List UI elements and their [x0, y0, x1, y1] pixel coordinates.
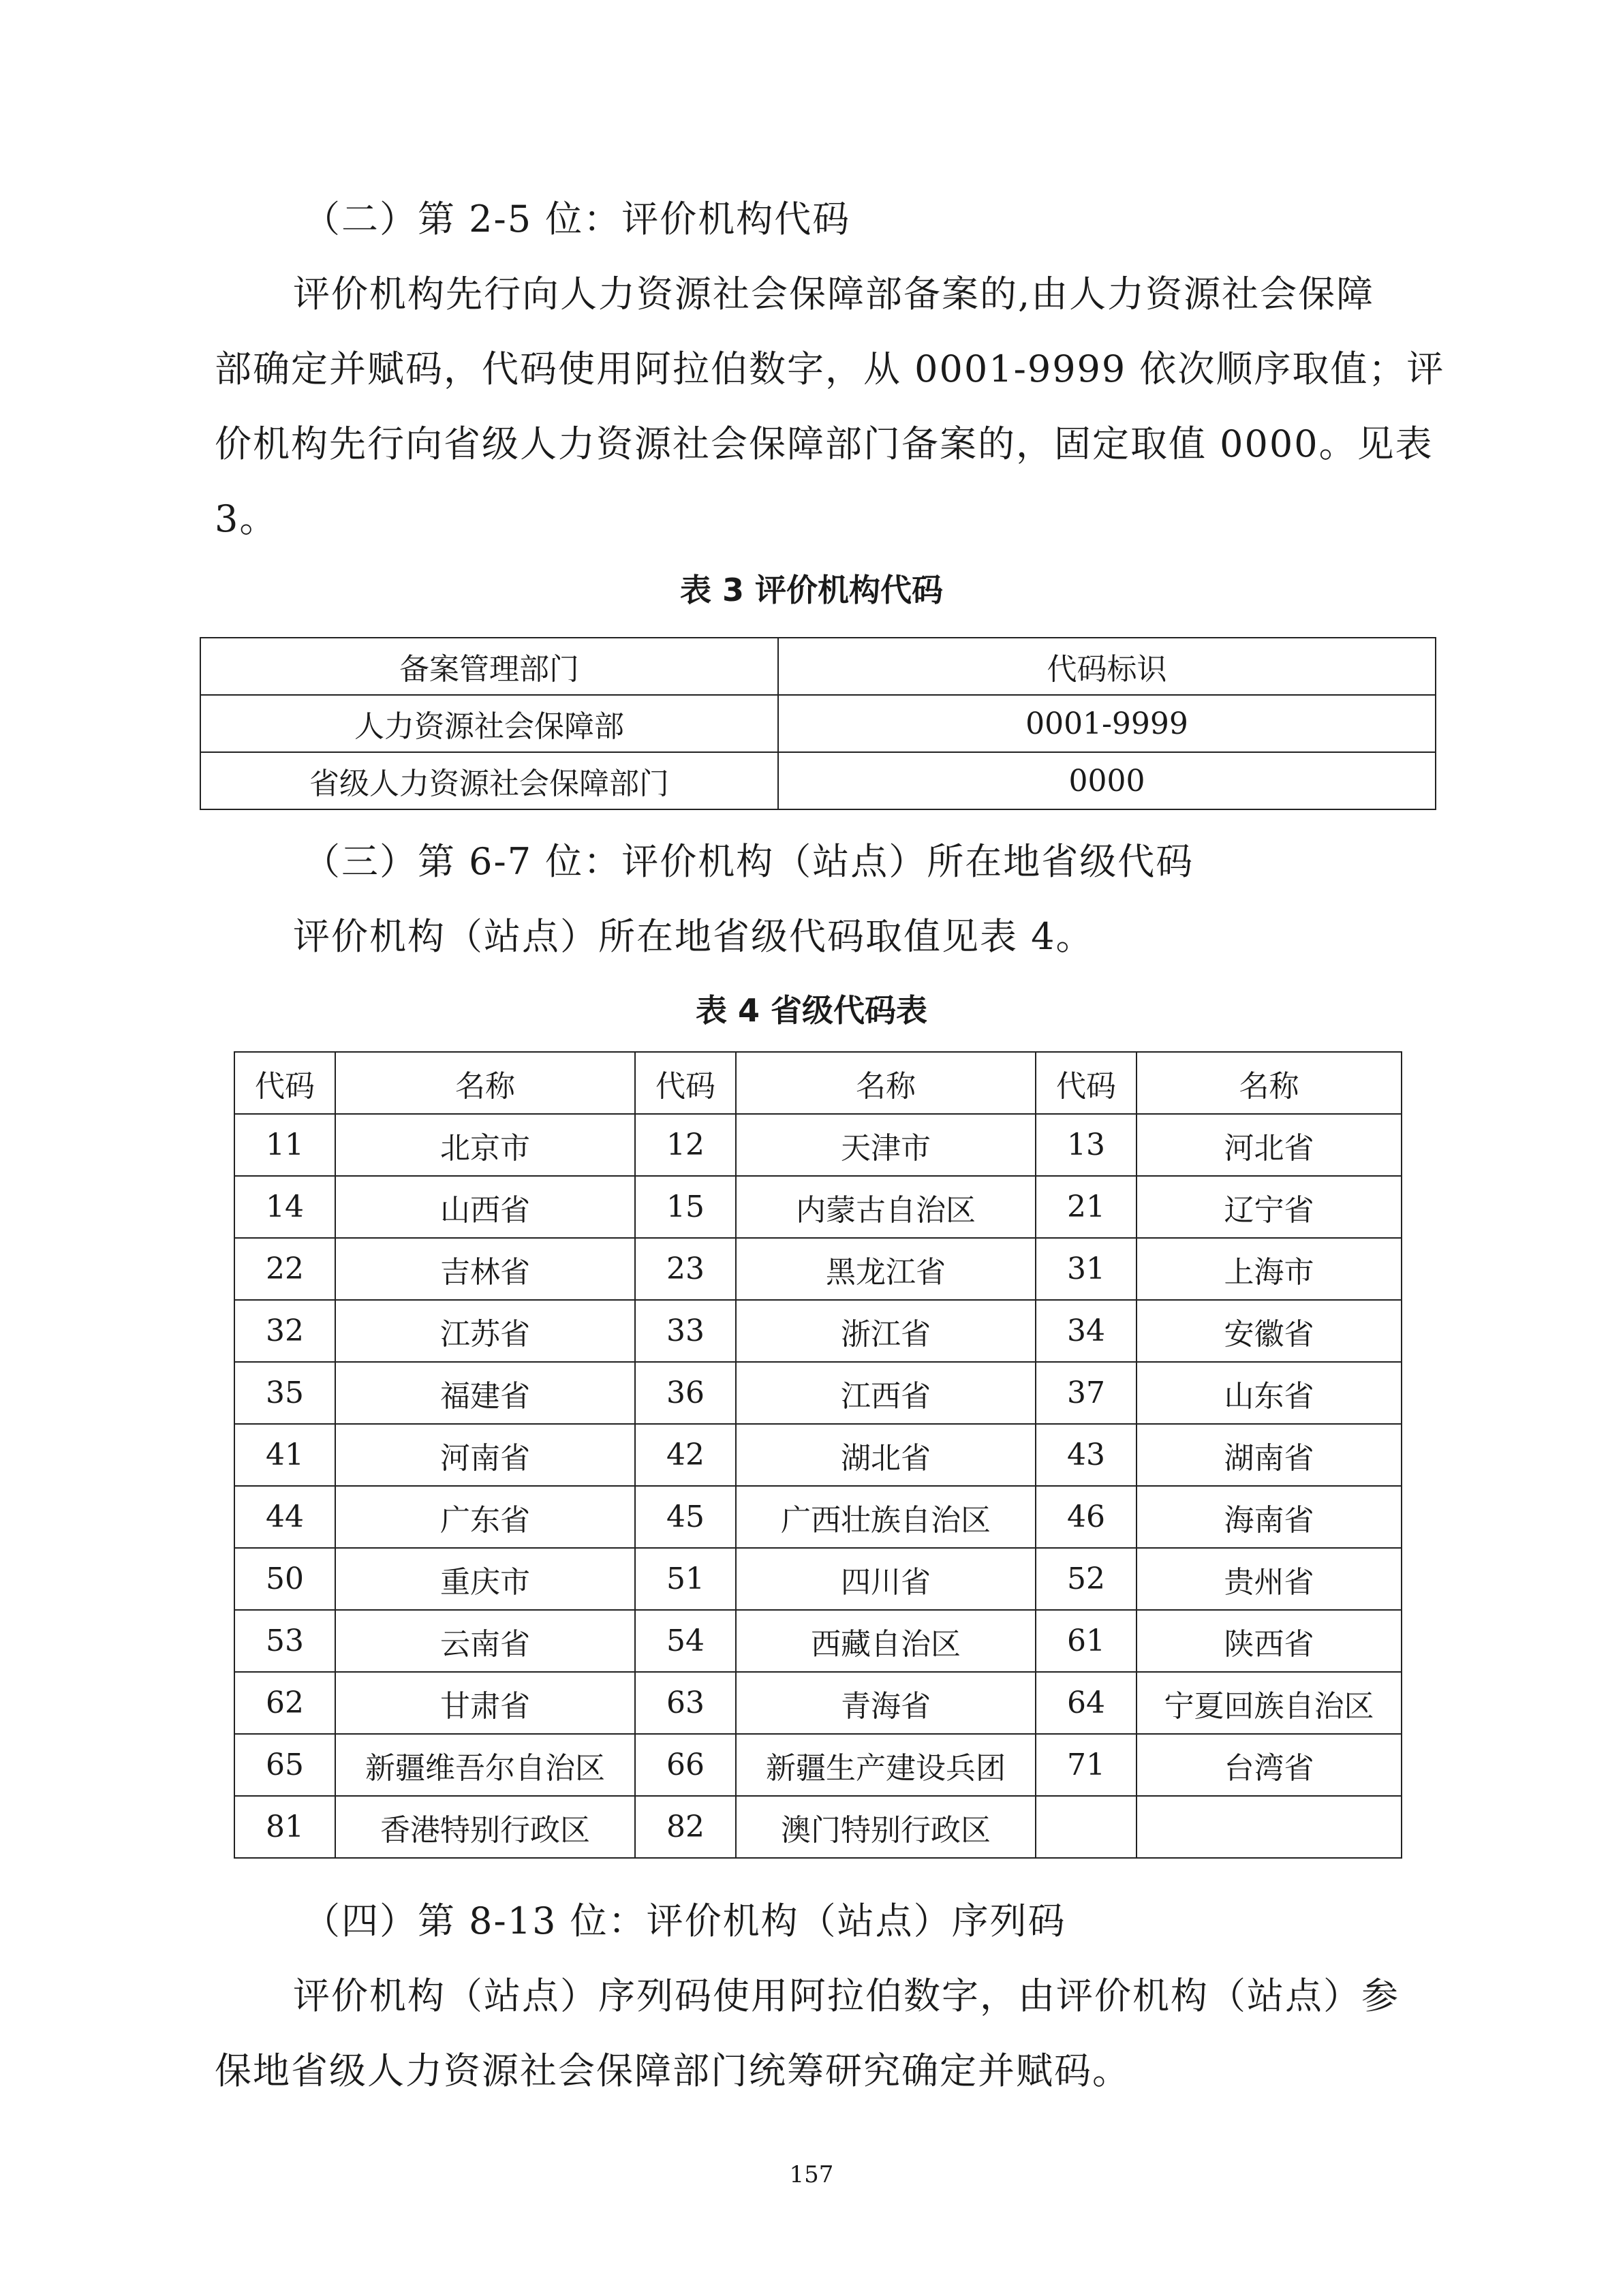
province-code-cell: 71	[1036, 1734, 1137, 1796]
province-name-cell: 新疆维吾尔自治区	[335, 1734, 635, 1796]
column-header: 代码标识	[778, 638, 1436, 695]
province-code-cell: 41	[234, 1424, 335, 1486]
province-name-cell: 山东省	[1137, 1362, 1402, 1424]
section-4-heading: （四）第 8-13 位：评价机构（站点）序列码	[303, 1899, 1066, 1942]
province-name-cell: 海南省	[1137, 1486, 1402, 1548]
table-4-caption: 表 4 省级代码表	[695, 992, 928, 1029]
province-name-cell: 四川省	[736, 1548, 1036, 1610]
province-name-cell: 青海省	[736, 1672, 1036, 1734]
province-name-cell: 湖南省	[1137, 1424, 1402, 1486]
province-name-cell: 广东省	[335, 1486, 635, 1548]
province-code-cell: 46	[1036, 1486, 1137, 1548]
province-code-cell: 33	[635, 1300, 736, 1362]
province-name-cell: 湖北省	[736, 1424, 1036, 1486]
table-row	[200, 752, 1436, 809]
table-row	[234, 1734, 1402, 1796]
table-row	[234, 1424, 1402, 1486]
province-code-cell: 65	[234, 1734, 335, 1796]
province-name-cell: 香港特别行政区	[335, 1796, 635, 1858]
province-code-cell: 52	[1036, 1548, 1137, 1610]
province-name-cell: 江西省	[736, 1362, 1036, 1424]
page-number: 157	[789, 2161, 834, 2188]
province-name-cell: 重庆市	[335, 1548, 635, 1610]
table-cell: 省级人力资源社会保障部门	[200, 752, 778, 809]
province-name-cell: 浙江省	[736, 1300, 1036, 1362]
province-name-cell: 辽宁省	[1137, 1176, 1402, 1238]
province-name-cell: 黑龙江省	[736, 1238, 1036, 1300]
table-row	[234, 1610, 1402, 1672]
table-cell: 0000	[778, 752, 1436, 809]
table-header-row	[234, 1052, 1402, 1114]
province-code-cell: 22	[234, 1238, 335, 1300]
table-3-caption: 表 3 评价机构代码	[679, 572, 944, 608]
column-header: 名称	[736, 1052, 1036, 1114]
province-name-cell: 广西壮族自治区	[736, 1486, 1036, 1548]
province-name-cell: 贵州省	[1137, 1548, 1402, 1610]
province-code-cell: 51	[635, 1548, 736, 1610]
table-3	[200, 637, 1436, 810]
province-name-cell: 天津市	[736, 1114, 1036, 1176]
province-code-cell: 50	[234, 1548, 335, 1610]
table-header-row	[200, 638, 1436, 695]
table-row	[200, 695, 1436, 752]
province-name-cell: 河北省	[1137, 1114, 1402, 1176]
column-header: 名称	[1137, 1052, 1402, 1114]
province-name-cell: 台湾省	[1137, 1734, 1402, 1796]
column-header: 代码	[234, 1052, 335, 1114]
province-code-cell: 11	[234, 1114, 335, 1176]
province-code-cell: 23	[635, 1238, 736, 1300]
province-code-cell: 34	[1036, 1300, 1137, 1362]
section-2-body-line: 评价机构先行向人力资源社会保障部备案的,由人力资源社会保障	[293, 273, 1375, 315]
province-code-cell: 15	[635, 1176, 736, 1238]
column-header: 名称	[335, 1052, 635, 1114]
province-code-cell: 54	[635, 1610, 736, 1672]
table-row	[234, 1796, 1402, 1858]
column-header: 备案管理部门	[200, 638, 778, 695]
table-cell: 0001-9999	[778, 695, 1436, 752]
province-name-cell: 宁夏回族自治区	[1137, 1672, 1402, 1734]
province-code-cell: 12	[635, 1114, 736, 1176]
province-name-cell: 福建省	[335, 1362, 635, 1424]
table-row	[234, 1300, 1402, 1362]
province-name-cell: 北京市	[335, 1114, 635, 1176]
province-name-cell: 上海市	[1137, 1238, 1402, 1300]
province-code-cell: 13	[1036, 1114, 1137, 1176]
province-name-cell	[1137, 1796, 1402, 1858]
column-header: 代码	[635, 1052, 736, 1114]
province-code-cell: 14	[234, 1176, 335, 1238]
table-4	[234, 1051, 1402, 1859]
table-cell: 人力资源社会保障部	[200, 695, 778, 752]
province-code-cell: 82	[635, 1796, 736, 1858]
table-row	[234, 1176, 1402, 1238]
province-name-cell: 云南省	[335, 1610, 635, 1672]
section-4-body-line: 评价机构（站点）序列码使用阿拉伯数字，由评价机构（站点）参	[293, 1974, 1400, 2017]
province-name-cell: 澳门特别行政区	[736, 1796, 1036, 1858]
province-code-cell: 31	[1036, 1238, 1137, 1300]
province-name-cell: 陕西省	[1137, 1610, 1402, 1672]
table-row	[234, 1548, 1402, 1610]
province-name-cell: 安徽省	[1137, 1300, 1402, 1362]
section-2-body-line: 3。	[215, 497, 278, 540]
province-code-cell: 64	[1036, 1672, 1137, 1734]
province-code-cell: 66	[635, 1734, 736, 1796]
section-2-heading: （二）第 2-5 位：评价机构代码	[303, 198, 851, 241]
province-code-cell: 21	[1036, 1176, 1137, 1238]
province-name-cell: 西藏自治区	[736, 1610, 1036, 1672]
province-name-cell: 新疆生产建设兵团	[736, 1734, 1036, 1796]
province-code-cell: 45	[635, 1486, 736, 1548]
section-3-heading: （三）第 6-7 位：评价机构（站点）所在地省级代码	[303, 840, 1194, 883]
province-code-cell: 61	[1036, 1610, 1137, 1672]
province-name-cell: 江苏省	[335, 1300, 635, 1362]
table-4-body	[234, 1114, 1402, 1858]
province-code-cell: 37	[1036, 1362, 1137, 1424]
section-2-body-line: 价机构先行向省级人力资源社会保障部门备案的，固定取值 0000。见表	[215, 422, 1434, 465]
province-name-cell: 山西省	[335, 1176, 635, 1238]
section-4-body-line: 保地省级人力资源社会保障部门统筹研究确定并赋码。	[215, 2049, 1130, 2092]
province-code-cell: 36	[635, 1362, 736, 1424]
table-row	[234, 1362, 1402, 1424]
province-name-cell: 甘肃省	[335, 1672, 635, 1734]
province-code-cell: 62	[234, 1672, 335, 1734]
table-row	[234, 1238, 1402, 1300]
province-code-cell: 43	[1036, 1424, 1137, 1486]
section-3-body: 评价机构（站点）所在地省级代码取值见表 4。	[293, 915, 1094, 958]
province-code-cell: 42	[635, 1424, 736, 1486]
province-code-cell: 32	[234, 1300, 335, 1362]
province-name-cell: 吉林省	[335, 1238, 635, 1300]
table-row	[234, 1672, 1402, 1734]
province-name-cell: 河南省	[335, 1424, 635, 1486]
province-code-cell: 63	[635, 1672, 736, 1734]
province-code-cell: 44	[234, 1486, 335, 1548]
column-header: 代码	[1036, 1052, 1137, 1114]
province-code-cell: 53	[234, 1610, 335, 1672]
province-code-cell: 81	[234, 1796, 335, 1858]
province-code-cell	[1036, 1796, 1137, 1858]
table-row	[234, 1114, 1402, 1176]
province-name-cell: 内蒙古自治区	[736, 1176, 1036, 1238]
section-2-body-line: 部确定并赋码，代码使用阿拉伯数字，从 0001-9999 依次顺序取值；评	[215, 347, 1445, 390]
province-code-cell: 35	[234, 1362, 335, 1424]
table-row	[234, 1486, 1402, 1548]
